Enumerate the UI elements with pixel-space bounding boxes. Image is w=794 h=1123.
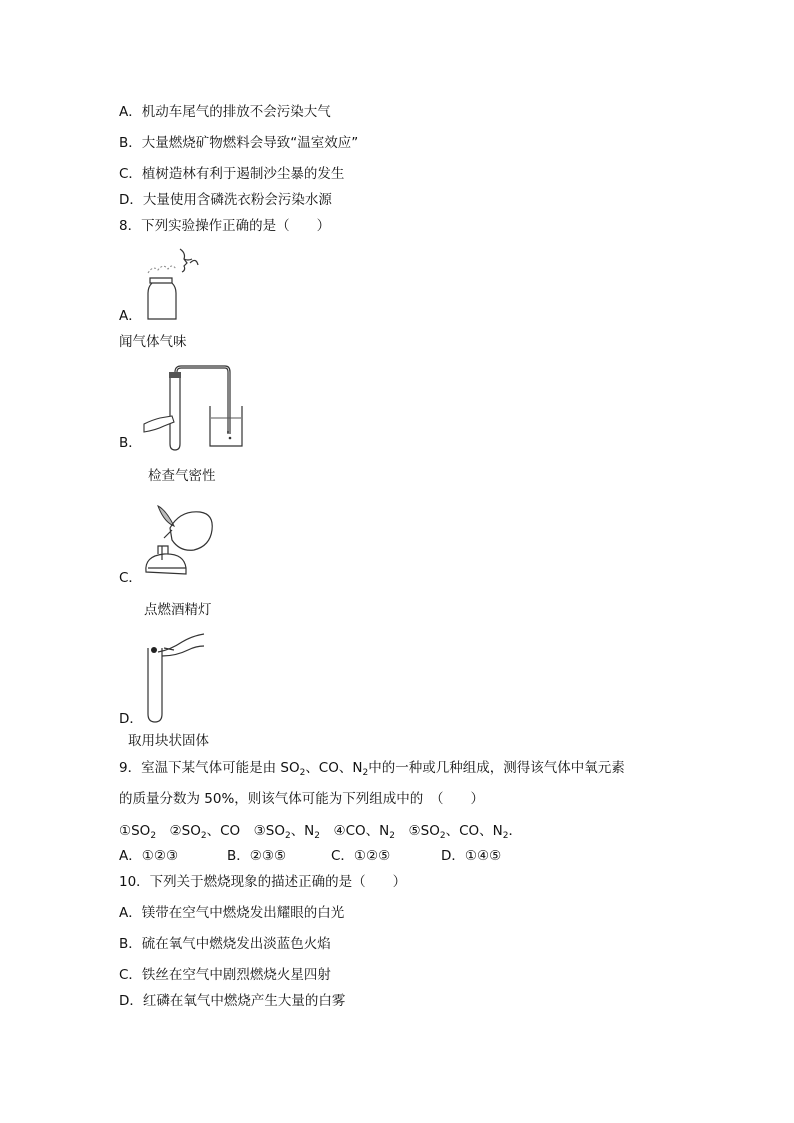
solid-into-test-tube-illustration [140,630,210,725]
q9-stem-line2: 的质量分数为 50%，则该气体可能为下列组成中的 （ ） [119,791,485,807]
q8-option-b-caption: 检查气密性 [148,468,216,484]
q9-option-a: A．①②③ [119,848,179,864]
q7-option-a: A．机动车尾气的排放不会污染大气 [119,104,331,120]
airtightness-check-illustration [140,362,255,452]
q8-option-d-caption: 取用块状固体 [128,733,209,749]
q9-option-c: C．①②⑤ [331,848,391,864]
q8-option-a-caption: 闻气体气味 [119,334,187,350]
q10-option-d: D．红磷在氧气中燃烧产生大量的白雾 [119,993,346,1009]
q8-option-d-letter: D． [119,711,143,727]
q10-option-c: C．铁丝在空气中剧烈燃烧火星四射 [119,967,331,983]
q9-option-b: B．②③⑤ [227,848,287,864]
q8-option-c-letter: C． [119,570,142,586]
smell-gas-illustration [140,243,200,323]
q10-option-b: B．硫在氧气中燃烧发出淡蓝色火焰 [119,936,331,952]
q8-option-a-letter: A． [119,308,142,324]
q9-stem-line1: 9．室温下某气体可能是由 $SO_2$、CO、$N_2$中的一种或几种组成，测得该气体中氧元素 [119,760,625,778]
q10-stem: 10．下列关于燃烧现象的描述正确的是（ ） [119,874,407,890]
q9-combinations: $①SO_2$ $②SO_2$、CO $③SO_2$、$N_2$ ④CO、$N_2$ $⑤SO_2$、CO、$N_2$． [119,823,522,841]
q8-option-b-letter: B． [119,435,142,451]
q7-option-c: C．植树造林有利于遏制沙尘暴的发生 [119,166,345,182]
q8-option-c-caption: 点燃酒精灯 [144,602,212,618]
q9-option-d: D．①④⑤ [441,848,502,864]
alcohol-lamp-illustration [140,498,225,583]
q10-option-a: A．镁带在空气中燃烧发出耀眼的白光 [119,905,345,921]
q7-option-b: B．大量燃烧矿物燃料会导致“温室效应” [119,135,359,151]
q7-option-d: D．大量使用含磷洗衣粉会污染水源 [119,192,332,208]
q8-stem: 8．下列实验操作正确的是（ ） [119,218,331,234]
